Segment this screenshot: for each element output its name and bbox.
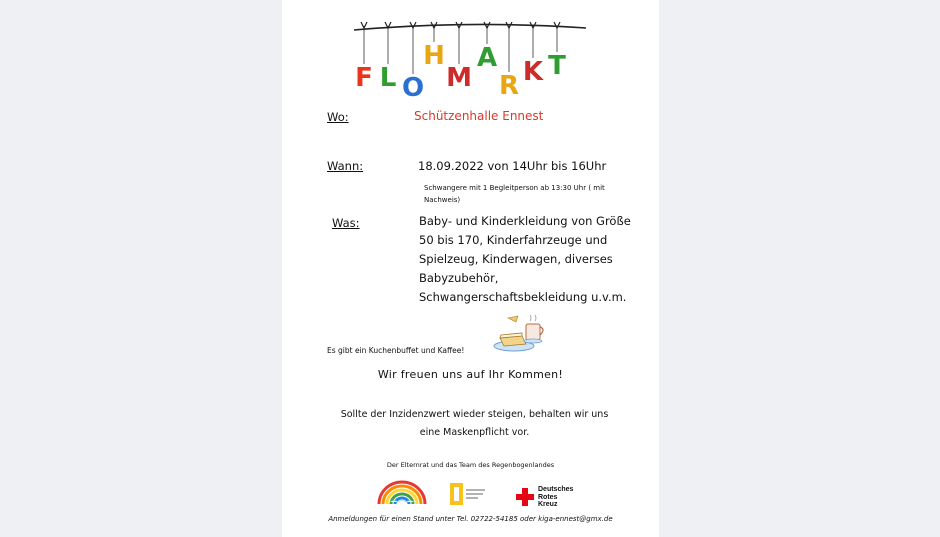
wo-value: Schützenhalle Ennest: [414, 109, 544, 123]
title-letters: [355, 22, 566, 100]
title-letter: K: [522, 57, 544, 87]
rainbow-logo: [376, 478, 428, 506]
registration-info: Anmeldungen für einen Stand unter Tel. 02722-54185 oder kiga-ennest@gmx.de: [328, 515, 613, 523]
familienzentrum-logo: [448, 481, 488, 507]
clothespin-icon: [361, 22, 367, 28]
title-letter: F: [355, 63, 373, 93]
wann-label: Wann:: [327, 159, 364, 173]
wo-label: Wo:: [327, 110, 349, 124]
clothespin-icon: [410, 22, 416, 28]
red-cross-icon: [515, 487, 535, 507]
was-line: Babyzubehör,: [419, 271, 499, 285]
title-letter: M: [446, 63, 472, 93]
title-letter: R: [498, 71, 520, 100]
was-line: 50 bis 170, Kinderfahrzeuge und: [419, 233, 608, 247]
was-line: Schwangerschaftsbekleidung u.v.m.: [419, 290, 627, 304]
kuchen-text: Es gibt ein Kuchenbuffet und Kaffee!: [327, 346, 465, 355]
flyer-page: [282, 0, 659, 537]
title-letter: H: [423, 41, 445, 71]
title-letter: T: [548, 51, 566, 81]
title-letter: A: [476, 43, 498, 73]
was-text: [419, 212, 649, 307]
welcome-text: Wir freuen uns auf Ihr Kommen!: [377, 368, 564, 381]
team-signature: Der Elternrat und das Team des Regenbogenlandes: [386, 461, 555, 469]
drk-logo-text: Deutsches Rotes Kreuz: [538, 486, 574, 508]
was-line: Baby- und Kinderkleidung von Größe: [419, 214, 631, 228]
wann-note: Schwangere mit 1 Begleitperson ab 13:30 Uhr ( mit Nachweis): [424, 184, 605, 204]
flohmarkt-banner: [350, 14, 590, 100]
mask-notice: Sollte der Inzidenzwert wieder steigen, behalten wir uns eine Maskenpflicht vor.: [340, 409, 609, 438]
wann-value: 18.09.2022 von 14Uhr bis 16Uhr: [418, 159, 607, 173]
title-letter: L: [379, 63, 397, 93]
was-label: Was:: [332, 216, 360, 230]
cake-coffee-icon: [492, 312, 548, 354]
title-letter: O: [401, 73, 425, 100]
was-line: Spielzeug, Kinderwagen, diverses: [419, 252, 613, 266]
